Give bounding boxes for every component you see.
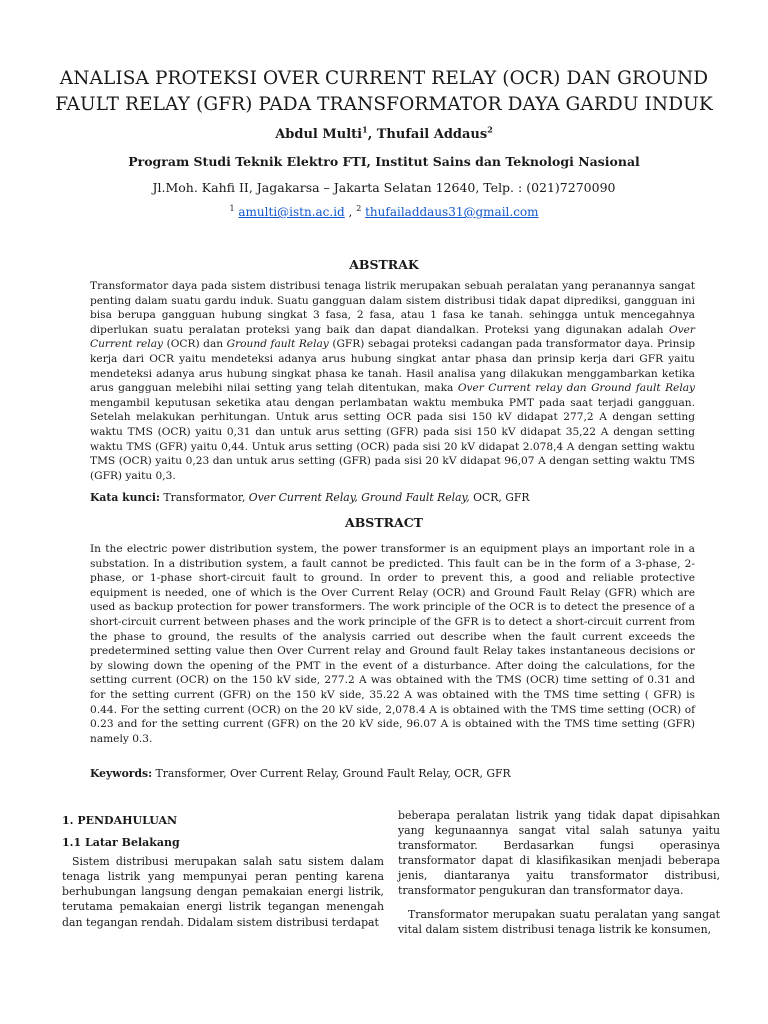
- affiliation: Program Studi Teknik Elektro FTI, Institut Sains dan Teknologi Nasional: [128, 154, 640, 169]
- keywords-label: Keywords:: [90, 767, 153, 780]
- abstrak-text: [90, 279, 695, 483]
- keywords-text: Transformer, Over Current Relay, Ground Fault Relay, OCR, GFR: [152, 767, 511, 780]
- kata-kunci-italic: Over Current Relay, Ground Fault Relay,: [248, 491, 470, 504]
- author-2-marker: 2: [487, 124, 493, 135]
- address: Jl.Moh. Kahfi II, Jagakarsa – Jakarta Selatan 12640, Telp. : (021)7270090: [152, 180, 616, 195]
- right-paragraph-1: beberapa peralatan listrik yang tidak dapat dipisahkan yang kegunaannya sangat vital salah satunya yaitu transformator. Berdasarkan fungsi operasinya transformator dapat di klasifikasikan menjadi beberapa jenis, diantaranya yaitu transformator distribusi, transformator pengukuran dan transformator daya.: [398, 809, 720, 898]
- abstract-heading: ABSTRACT: [345, 515, 423, 530]
- left-column: [62, 813, 384, 930]
- abstrak-italic-2: Ground fault Relay: [226, 338, 329, 351]
- abstrak-italic-3: Over Current relay dan Ground fault Relay: [457, 382, 696, 395]
- abstrak-text-3: (GFR) sebagai proteksi cadangan pada transformator daya. Prinsip kerja dari OCR yaitu mendeteksi adanya arus hubung singkat antar phasa dan prinsip kerja dari GFR yaitu mendeteksi adanya arus hubung singkat phasa ke tanah. Hasil analisa yang dilakukan menggambarkan ketika arus gangguan melebihi nilai setting yang telah ditentukan, maka: [90, 338, 695, 395]
- right-paragraph-2: Transformator merupakan suatu peralatan yang sangat vital dalam sistem distribusi tenaga listrik ke konsumen,: [398, 907, 720, 936]
- right-column: [398, 808, 720, 937]
- email-1-link[interactable]: amulti@istn.ac.id: [238, 205, 345, 219]
- section-heading: 1. PENDAHULUAN: [62, 814, 178, 827]
- left-paragraph-1: Sistem distribusi merupakan salah satu sistem dalam tenaga listrik yang mempunyai peran penting karena berhubungan langsung dengan pemakaian energi listrik, terutama pemakaian energi listrik tegangan menengah dan tegangan rendah. Didalam sistem distribusi terdapat: [62, 855, 384, 929]
- author-line: [40, 124, 728, 142]
- subsection-heading: 1.1 Latar Belakang: [62, 836, 180, 850]
- author-1: Abdul Multi: [275, 127, 363, 142]
- email-1-marker: 1: [229, 204, 235, 213]
- author-separator: ,: [367, 127, 377, 142]
- abstrak-text-2: (OCR) dan: [163, 338, 227, 351]
- email-2-link[interactable]: thufailaddaus31@gmail.com: [365, 205, 539, 219]
- email-line: [40, 205, 728, 219]
- abstrak-text-4: mengambil keputusan seketika atau dengan perlambatan waktu membuka PMT pada saat terjadi gangguan. Setelah melakukan perhitungan. Untuk arus setting OCR pada sisi 150 kV didapat 277,2 A dengan setting waktu TMS (OCR) yaitu 0,31 dan untuk arus setting (GFR) pada sisi 150 kV didapat 35,22 A dengan setting waktu TMS (GFR) yaitu 0,44. Untuk arus setting (OCR) pada sisi 20 kV didapat 2.078,4 A dengan setting waktu TMS (OCR) yaitu 0,23 dan untuk arus setting (GFR) pada sisi 20 kV didapat 96,07 A dengan setting waktu TMS (GFR) yaitu 0,3.: [90, 396, 695, 482]
- kata-kunci: [90, 491, 695, 504]
- title-line-2: FAULT RELAY (GFR) PADA TRANSFORMATOR DAYA GARDU INDUK: [55, 94, 713, 115]
- author-2: Thufail Addaus: [376, 127, 488, 142]
- email-2-marker: 2: [356, 204, 362, 213]
- kata-kunci-text-1: Transformator,: [159, 491, 249, 504]
- abstrak-text-1: Transformator daya pada sistem distribusi tenaga listrik merupakan sebuah peralatan yang peranannya sangat penting dalam suatu gardu induk. Suatu gangguan dalam sistem distribusi tidak dapat diprediksi, gangguan ini bisa berupa gangguan hubung singkat 3 fasa, 2 fasa, atau 1 fasa ke tanah. sehingga untuk mencegahnya diperlukan suatu peralatan proteksi yang baik dan dapat diandalkan. Proteksi yang digunakan adalah: [90, 280, 695, 336]
- kata-kunci-label: Kata kunci:: [90, 491, 160, 504]
- title-line-1: ANALISA PROTEKSI OVER CURRENT RELAY (OCR) DAN GROUND: [59, 68, 709, 89]
- keywords: [90, 767, 695, 780]
- paper-title: [40, 66, 728, 118]
- abstrak-heading: ABSTRAK: [349, 257, 419, 272]
- author-1-marker: 1: [362, 124, 368, 135]
- abstrak-italic-1: Over Current relay: [90, 323, 695, 351]
- abstract-text: In the electric power distribution system, the power transformer is an equipment plays an important role in a substation. In a distribution system, a fault cannot be predicted. This fault can be in the form of a 3-phase, 2-phase, or 1-phase short-circuit fault to ground. In order to prevent this, a good and reliable protective equipment is needed, one of which is the Over Current Relay (OCR) and Ground Fault Relay (GFR) which are used as backup protection for power transformers. The work principle of the OCR is to detect the presence of a short-circuit current between phases and the work principle of the GFR is to detect a short-circuit current from the phase to ground, the results of the analysis carried out describe when the fault current exceeds the predetermined setting value then Over Current relay and Ground fault Relay takes instantaneous decisions or by slowing down the opening of the PMT in the event of a disturbance. After doing the calculations, for the setting current (OCR) on the 150 kV side, 277.2 A was obtained with the TMS (OCR) time setting of 0.31 and for the setting current (GFR) on the 150 kV side, 35.22 A was obtained with the TMS time setting ( GFR) is 0.44. For the setting current (OCR) on the 20 kV side, 2,078.4 A is obtained with the TMS time setting (OCR) of 0.23 and for the setting current (GFR) on the 20 kV side, 96.07 A is obtained with the TMS time setting (GFR) namely 0.3.: [90, 543, 695, 745]
- kata-kunci-text-2: OCR, GFR: [469, 491, 530, 504]
- email-separator: ,: [344, 205, 357, 219]
